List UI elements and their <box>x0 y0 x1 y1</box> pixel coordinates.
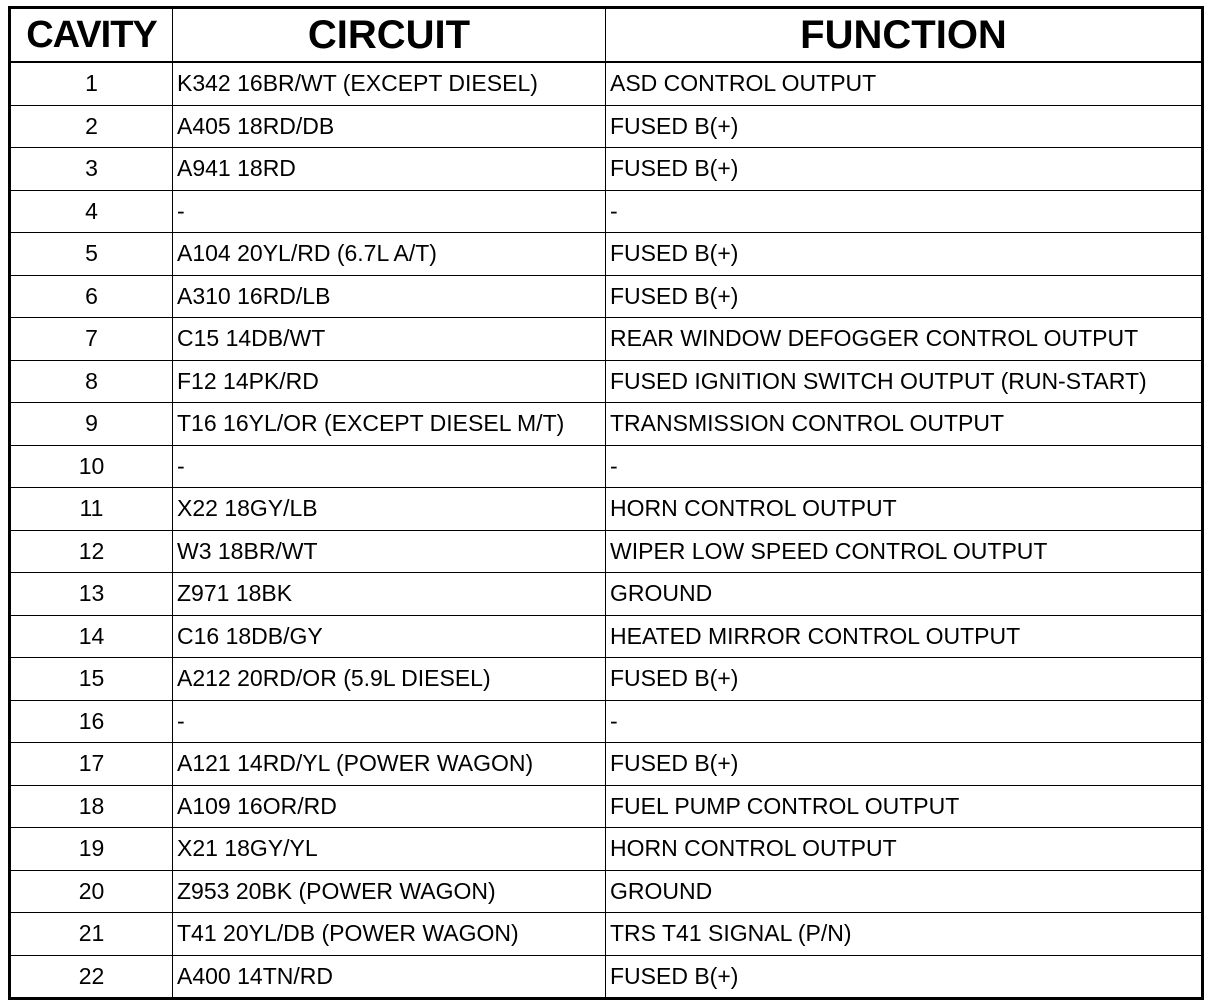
cavity-cell: 15 <box>10 658 173 701</box>
function-cell: - <box>606 700 1203 743</box>
table-row <box>10 148 1203 191</box>
cavity-cell: 12 <box>10 530 173 573</box>
table-row <box>10 700 1203 743</box>
function-cell: FUSED B(+) <box>606 105 1203 148</box>
function-cell: - <box>606 190 1203 233</box>
table-row <box>10 615 1203 658</box>
circuit-cell: T16 16YL/OR (EXCEPT DIESEL M/T) <box>173 403 606 446</box>
cavity-cell: 20 <box>10 870 173 913</box>
cavity-cell: 5 <box>10 233 173 276</box>
function-cell: HORN CONTROL OUTPUT <box>606 488 1203 531</box>
cavity-cell: 7 <box>10 318 173 361</box>
function-cell: FUSED B(+) <box>606 955 1203 999</box>
circuit-cell: A941 18RD <box>173 148 606 191</box>
circuit-cell: W3 18BR/WT <box>173 530 606 573</box>
function-cell: FUSED B(+) <box>606 743 1203 786</box>
circuit-cell: A104 20YL/RD (6.7L A/T) <box>173 233 606 276</box>
cavity-cell: 17 <box>10 743 173 786</box>
cavity-cell: 22 <box>10 955 173 999</box>
table-row <box>10 870 1203 913</box>
function-cell: FUSED B(+) <box>606 148 1203 191</box>
cavity-cell: 11 <box>10 488 173 531</box>
function-cell: FUSED B(+) <box>606 658 1203 701</box>
circuit-cell: C16 18DB/GY <box>173 615 606 658</box>
circuit-cell: A405 18RD/DB <box>173 105 606 148</box>
cavity-cell: 19 <box>10 828 173 871</box>
table-row <box>10 743 1203 786</box>
circuit-cell: - <box>173 445 606 488</box>
function-cell: ASD CONTROL OUTPUT <box>606 62 1203 105</box>
table-row <box>10 62 1203 105</box>
circuit-cell: A109 16OR/RD <box>173 785 606 828</box>
table-row <box>10 190 1203 233</box>
table-row <box>10 403 1203 446</box>
table-row <box>10 913 1203 956</box>
circuit-cell: Z971 18BK <box>173 573 606 616</box>
table-row <box>10 658 1203 701</box>
cavity-cell: 21 <box>10 913 173 956</box>
function-cell: TRS T41 SIGNAL (P/N) <box>606 913 1203 956</box>
table-row <box>10 828 1203 871</box>
connector-pinout-table <box>8 6 1204 1000</box>
circuit-cell: - <box>173 700 606 743</box>
function-cell: FUSED B(+) <box>606 275 1203 318</box>
cavity-cell: 14 <box>10 615 173 658</box>
cavity-cell: 16 <box>10 700 173 743</box>
circuit-cell: A121 14RD/YL (POWER WAGON) <box>173 743 606 786</box>
header-circuit: CIRCUIT <box>173 8 606 63</box>
circuit-cell: - <box>173 190 606 233</box>
cavity-cell: 8 <box>10 360 173 403</box>
circuit-cell: A400 14TN/RD <box>173 955 606 999</box>
table-row <box>10 573 1203 616</box>
circuit-cell: C15 14DB/WT <box>173 318 606 361</box>
header-cavity: CAVITY <box>10 8 173 63</box>
header-row <box>10 8 1203 63</box>
function-cell: FUSED B(+) <box>606 233 1203 276</box>
function-cell: REAR WINDOW DEFOGGER CONTROL OUTPUT <box>606 318 1203 361</box>
function-cell: HORN CONTROL OUTPUT <box>606 828 1203 871</box>
cavity-cell: 6 <box>10 275 173 318</box>
table-row <box>10 318 1203 361</box>
function-cell: WIPER LOW SPEED CONTROL OUTPUT <box>606 530 1203 573</box>
table-row <box>10 105 1203 148</box>
table-row <box>10 360 1203 403</box>
table-row <box>10 445 1203 488</box>
circuit-cell: K342 16BR/WT (EXCEPT DIESEL) <box>173 62 606 105</box>
table-body <box>10 62 1203 999</box>
function-cell: FUEL PUMP CONTROL OUTPUT <box>606 785 1203 828</box>
circuit-cell: X22 18GY/LB <box>173 488 606 531</box>
table-row <box>10 530 1203 573</box>
table-row <box>10 955 1203 999</box>
cavity-cell: 18 <box>10 785 173 828</box>
table-row <box>10 488 1203 531</box>
function-cell: FUSED IGNITION SWITCH OUTPUT (RUN-START) <box>606 360 1203 403</box>
circuit-cell: A212 20RD/OR (5.9L DIESEL) <box>173 658 606 701</box>
table-row <box>10 275 1203 318</box>
function-cell: GROUND <box>606 870 1203 913</box>
circuit-cell: X21 18GY/YL <box>173 828 606 871</box>
function-cell: GROUND <box>606 573 1203 616</box>
cavity-cell: 9 <box>10 403 173 446</box>
cavity-cell: 13 <box>10 573 173 616</box>
table-row <box>10 233 1203 276</box>
cavity-cell: 3 <box>10 148 173 191</box>
function-cell: TRANSMISSION CONTROL OUTPUT <box>606 403 1203 446</box>
cavity-cell: 1 <box>10 62 173 105</box>
header-function: FUNCTION <box>606 8 1203 63</box>
function-cell: HEATED MIRROR CONTROL OUTPUT <box>606 615 1203 658</box>
circuit-cell: F12 14PK/RD <box>173 360 606 403</box>
table-row <box>10 785 1203 828</box>
function-cell: - <box>606 445 1203 488</box>
circuit-cell: T41 20YL/DB (POWER WAGON) <box>173 913 606 956</box>
cavity-cell: 10 <box>10 445 173 488</box>
circuit-cell: Z953 20BK (POWER WAGON) <box>173 870 606 913</box>
circuit-cell: A310 16RD/LB <box>173 275 606 318</box>
cavity-cell: 2 <box>10 105 173 148</box>
cavity-cell: 4 <box>10 190 173 233</box>
